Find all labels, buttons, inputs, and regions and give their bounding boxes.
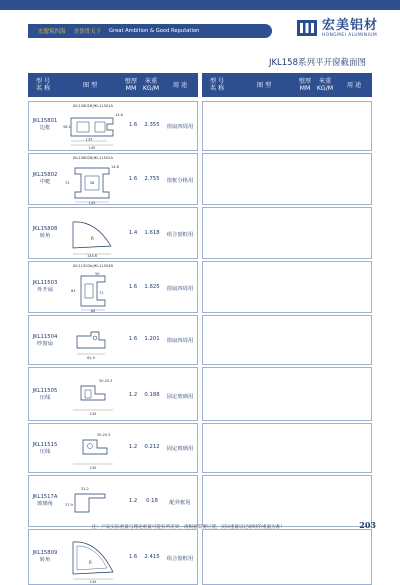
row-model: JKL15809 转角: [32, 550, 58, 563]
row-thickness: 1.6: [128, 336, 138, 342]
table-row: [28, 261, 198, 313]
dim-label: 144.6: [86, 254, 98, 258]
row-weight: 2.755: [144, 176, 160, 182]
dim-label: 145: [88, 201, 96, 205]
row-model: JKL15808 转角: [32, 226, 58, 239]
dim-label: 145: [89, 412, 97, 416]
table-row: [28, 207, 198, 259]
row-usage: 窗扇四周用: [166, 286, 194, 292]
dim-label: R: [91, 236, 94, 241]
row-model: JKL11515 压线: [32, 442, 58, 455]
header-figure: 图 型: [82, 81, 98, 89]
row-thickness: 1.6: [128, 122, 138, 128]
header-usage: 用 途: [346, 81, 362, 89]
profile-drawing: [61, 210, 125, 258]
profile-figure: [61, 370, 125, 420]
row-usage: 固定玻璃用: [166, 394, 194, 400]
slogan-en: Great Ambition & Good Reputation: [109, 28, 200, 34]
dim-label: 145: [89, 466, 97, 470]
profile-drawing: [61, 162, 125, 204]
dim-label: 58.1: [63, 125, 71, 129]
table-row: [28, 423, 198, 473]
empty-row: [202, 153, 372, 205]
profile-drawing: [61, 426, 125, 472]
row-model: JKL15802 中梃: [32, 172, 58, 185]
empty-row: [202, 475, 372, 527]
table-row: [28, 315, 198, 365]
empty-row: [202, 423, 372, 473]
profile-figure: [61, 532, 125, 584]
logo-icon: [296, 17, 318, 39]
row-thickness: 1.6: [128, 176, 138, 182]
header-model: 型 号 名 称: [209, 78, 225, 92]
row-weight: 0.212: [144, 444, 160, 450]
row-usage: 组合窗框用: [166, 556, 194, 562]
row-weight: 0.188: [144, 392, 160, 398]
empty-row: [202, 367, 372, 421]
logo-en: HONGMEI ALUMINIUM: [321, 32, 378, 38]
row-weight: 2.415: [144, 554, 160, 560]
dim-label: 145: [89, 580, 97, 584]
row-model: JKL11505 压线: [32, 388, 58, 401]
row-usage: 窗扇四周用: [166, 338, 194, 344]
logo-cn: 宏美铝材: [321, 17, 378, 33]
page-number: 203: [359, 520, 376, 530]
empty-row: [202, 529, 372, 585]
row-usage: 窗框分格用: [166, 178, 194, 184]
row-usage: 固定玻璃用: [166, 446, 194, 452]
table-row: [28, 101, 198, 151]
header-model: 型 号 名 称: [35, 78, 51, 92]
profile-drawing: [61, 110, 125, 150]
table-row: [28, 367, 198, 421]
top-band: [0, 0, 400, 10]
row-usage: 配外框用: [169, 500, 191, 506]
row-weight: 2.355: [144, 122, 160, 128]
profile-drawing: [61, 318, 125, 364]
row-thickness: 1.4: [128, 230, 138, 236]
dim-label: 133: [85, 137, 93, 142]
header-figure: 图 型: [256, 81, 272, 89]
row-model: JKL11503 外开扇: [32, 280, 58, 293]
dim-label: 58: [89, 181, 95, 185]
empty-row: [202, 315, 372, 365]
dim-label: 30.25.3: [97, 433, 111, 437]
header-thickness: 壁厚 MM: [298, 78, 312, 92]
empty-row: [202, 207, 372, 259]
profile-drawing: [61, 270, 125, 312]
row-thickness: 1.2: [128, 392, 138, 398]
row-weight: 1.825: [144, 284, 160, 290]
row-thickness: 1.6: [128, 284, 138, 290]
figure-title: JKL15801B/JKL11501A: [73, 104, 113, 108]
dim-label: 84: [71, 289, 76, 293]
header-weight: 米重 KG/M: [142, 78, 160, 92]
row-weight: 0.18: [146, 498, 158, 504]
figure-title: JKL15802B/JKL11502A: [73, 156, 113, 160]
slogan-bar: [28, 24, 272, 38]
dim-label: 14.8: [115, 113, 123, 117]
row-usage: 窗扇四周用: [166, 124, 194, 130]
profile-figure: [61, 210, 125, 258]
row-model: JKL11504 纱窗扇: [32, 334, 58, 347]
dim-label: 145: [88, 146, 96, 150]
row-usage: 组合窗框用: [166, 232, 194, 238]
figure-title: JKL11503A/JKL11503B: [73, 264, 113, 268]
profile-figure: [61, 104, 125, 150]
row-model: JKL15801 边框: [32, 118, 58, 131]
header-thickness: 壁厚 MM: [124, 78, 138, 92]
slogan-cn-1: 宏盟筑四海: [38, 29, 66, 35]
table-row: [28, 475, 198, 527]
sheet-title: JKL158系列平开窗截面图: [268, 58, 366, 68]
dim-label: 61.9: [87, 356, 95, 360]
dim-label: 32.2: [81, 487, 89, 491]
profile-drawing: [61, 370, 125, 420]
row-weight: 1.618: [144, 230, 160, 236]
header-usage: 用 途: [172, 81, 188, 89]
profile-drawing: [61, 532, 125, 584]
footer-note: 注：产品实际重量与理论重量可能有所差异，请根据需要订货，实际重量以过磅时的重量为准！: [92, 525, 285, 530]
profile-figure: [61, 426, 125, 472]
row-thickness: 1.6: [128, 554, 138, 560]
dim-label: 50: [95, 272, 100, 276]
brand-logo: [296, 17, 378, 39]
table-header: [202, 73, 372, 97]
empty-row: [202, 101, 372, 151]
slogan-cn-2: 美誉贯天下: [73, 29, 102, 35]
dim-label: 30.29.3: [99, 379, 113, 383]
profile-figure: [61, 478, 125, 526]
dim-label: 17.9: [65, 503, 73, 507]
row-model: JKL1517A 玻璃角: [32, 494, 58, 507]
dim-label: 71: [99, 291, 104, 295]
table-row: [28, 153, 198, 205]
row-thickness: 1.2: [128, 444, 138, 450]
dim-label: 72: [65, 181, 70, 185]
empty-row: [202, 261, 372, 313]
table-header: [28, 73, 198, 97]
profile-table-right: [202, 73, 372, 97]
table-row: [28, 529, 198, 585]
row-thickness: 1.2: [128, 498, 138, 504]
header-weight: 米重 KG/M: [316, 78, 334, 92]
profile-figure: [61, 264, 125, 312]
dim-label: 80: [90, 309, 96, 313]
dim-label: R: [89, 560, 92, 565]
profile-drawing: [61, 478, 125, 526]
row-weight: 1.201: [144, 336, 160, 342]
profile-figure: [61, 318, 125, 364]
dim-label: 14.8: [111, 165, 119, 169]
profile-figure: [61, 156, 125, 204]
